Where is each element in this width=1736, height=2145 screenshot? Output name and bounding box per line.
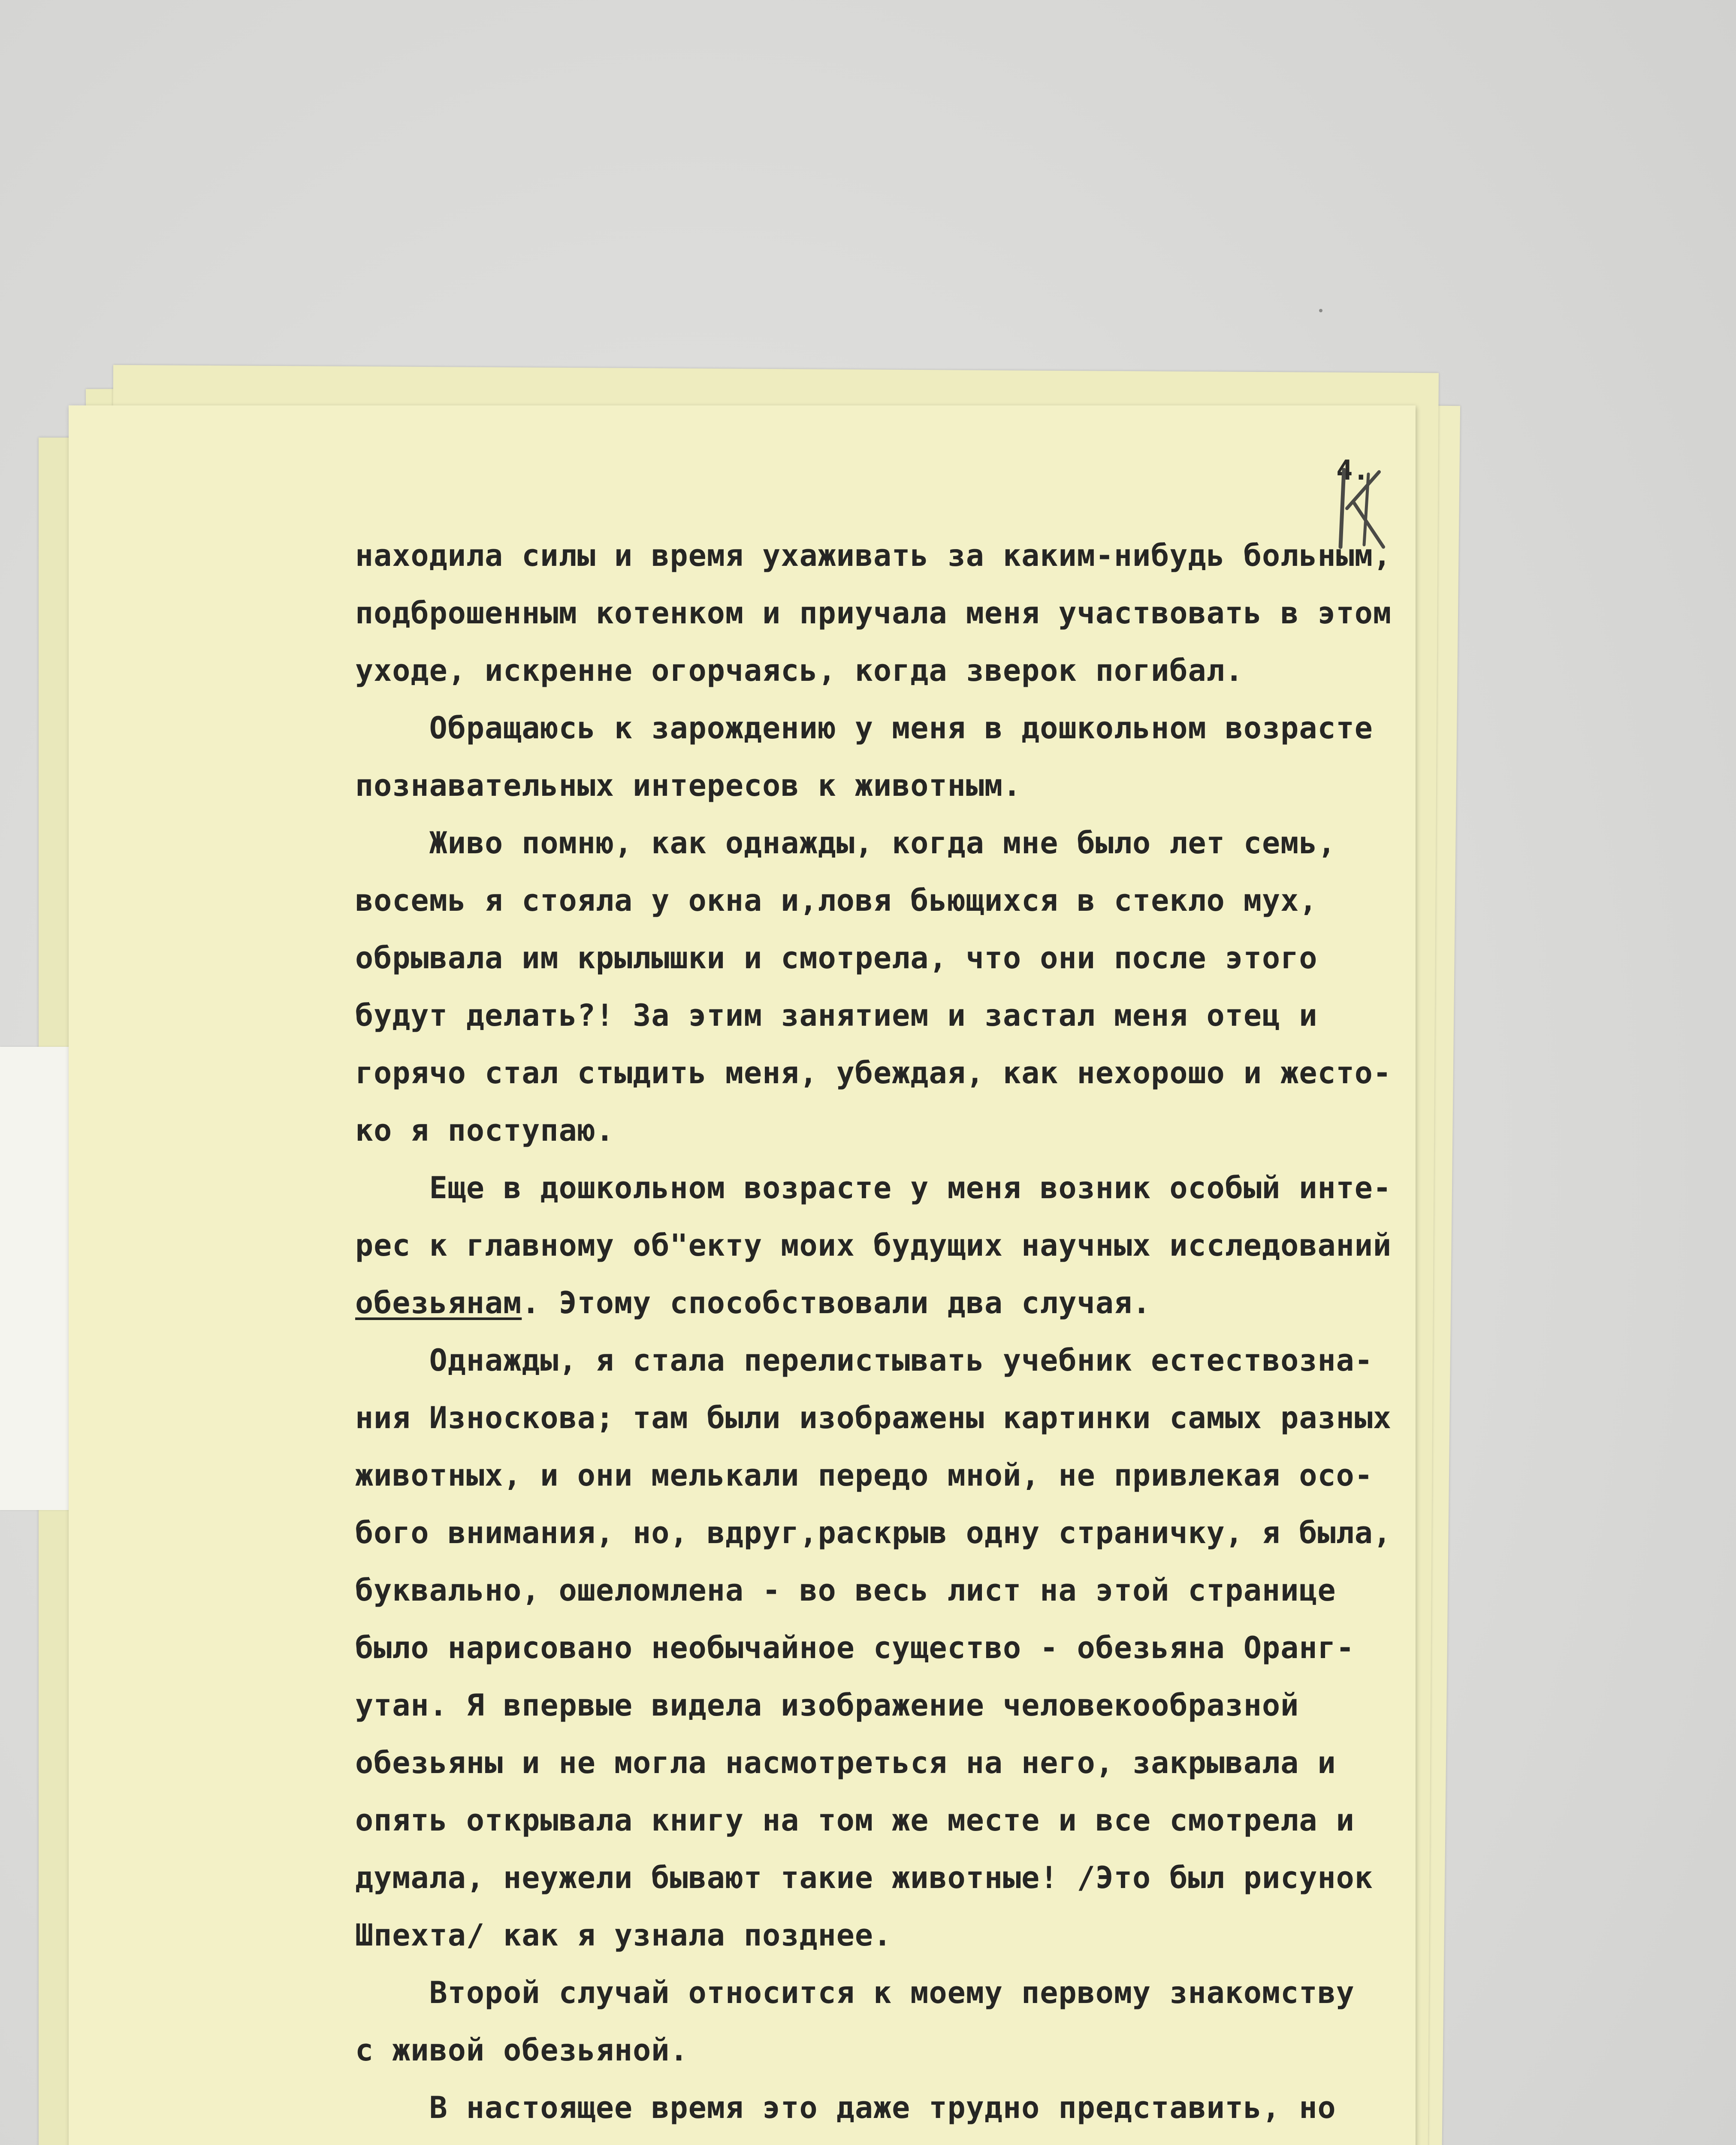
page-number: 4. <box>1336 455 1370 486</box>
text-line: бого внимания, но, вдруг,раскрыв одну страничку, я была, <box>355 1515 1392 1550</box>
text-line: горячо стал стыдить меня, убеждая, как нехорошо и жесто- <box>355 1055 1392 1091</box>
text-line: находила силы и время ухаживать за каким-нибудь больным, <box>355 538 1392 573</box>
text-line: уходе, искренне огорчаясь, когда зверок погибал. <box>355 653 1244 688</box>
text-line: думала, неужели бывают такие животные! /Это был рисунок <box>355 1860 1373 1895</box>
text-line: Живо помню, как однажды, когда мне было лет семь, <box>355 825 1336 861</box>
text-line: познавательных интересов к животным. <box>355 768 1022 803</box>
text-line: ко я поступаю. <box>355 1113 615 1148</box>
text-line: В настоящее время это даже трудно представить, но <box>355 2090 1336 2125</box>
underlined-word: обезьянам <box>355 1285 522 1320</box>
text-line: обезьяны и не могла насмотреться на него, закрывала и <box>355 1745 1336 1780</box>
text-line: с живой обезьяной. <box>355 2033 688 2068</box>
text-line: Шпехта/ как я узнала позднее. <box>355 1918 892 1953</box>
text-line: Обращаюсь к зарождению у меня в дошкольном возрасте <box>355 710 1373 746</box>
text-line: животных, и они мелькали передо мной, не привлекая осо- <box>355 1458 1373 1493</box>
white-sheet-edge <box>0 1047 77 1510</box>
text-line: рес к главному об"екту моих будущих научных исследований <box>355 1228 1392 1263</box>
text-line: Еще в дошкольном возрасте у меня возник особый инте- <box>355 1170 1392 1205</box>
text-line: будут делать?! За этим занятием и застал меня отец и <box>355 998 1318 1033</box>
text-line: было нарисовано необычайное существо - обезьяна Оранг- <box>355 1630 1355 1665</box>
text-line <box>355 1285 1151 1320</box>
text-line: обрывала им крылышки и смотрела, что они после этого <box>355 940 1318 976</box>
text-line: подброшенным котенком и приучала меня участвовать в этом <box>355 595 1392 631</box>
text-line: Второй случай относится к моему первому знакомству <box>355 1975 1355 2010</box>
scan-speck <box>1319 309 1322 312</box>
text-line: ния Износкова; там были изображены картинки самых разных <box>355 1400 1392 1435</box>
text-line: буквально, ошеломлена - во весь лист на этой странице <box>355 1573 1336 1608</box>
text-line: восемь я стояла у окна и,ловя бьющихся в стекло мух, <box>355 883 1318 918</box>
text-line: опять открывала книгу на том же месте и все смотрела и <box>355 1803 1355 1838</box>
text-line: утан. Я впервые видела изображение человекообразной <box>355 1688 1299 1723</box>
text-line-rest: . Этому способствовали два случая. <box>522 1285 1151 1320</box>
text-line: Однажды, я стала перелистывать учебник естествозна- <box>355 1343 1373 1378</box>
